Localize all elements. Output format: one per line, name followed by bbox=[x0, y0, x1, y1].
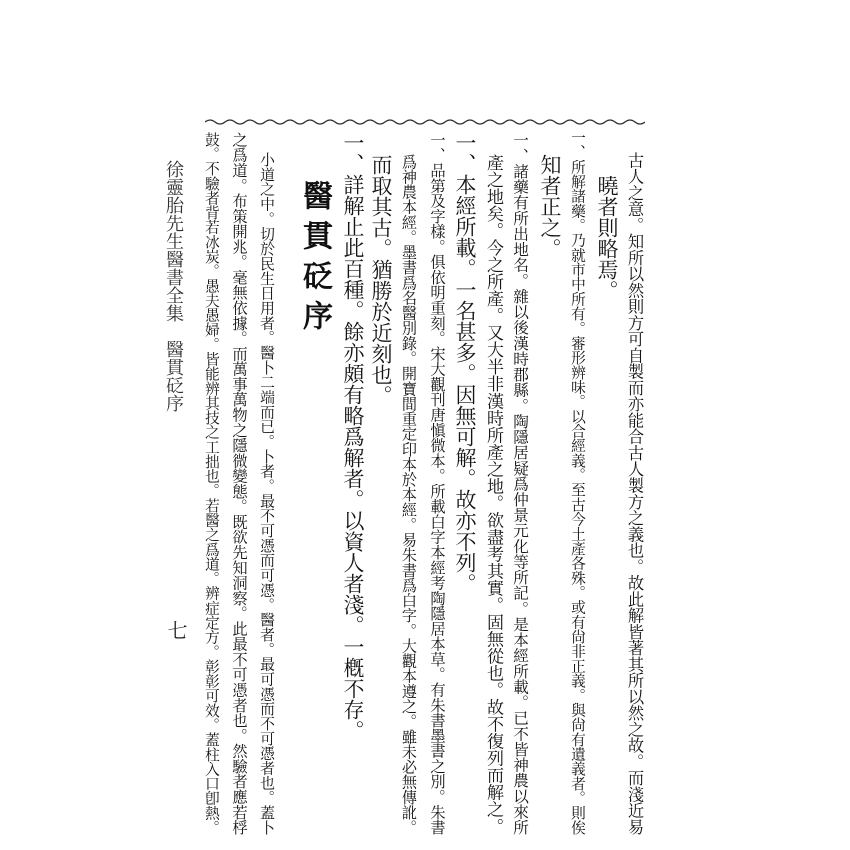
page-number: 七 bbox=[164, 620, 188, 640]
text-column: 一、詳解止此百種。餘亦頗有略爲解者。以資人者淺。一槪不存。 bbox=[341, 132, 365, 741]
text-column: 之爲道。布策開兆。毫無依據。而萬事萬物之隱微變態。既欲先知洞察。此最不可憑者也。然驗者應若桴 bbox=[230, 132, 248, 835]
wavy-top-rule bbox=[205, 118, 645, 126]
text-column: 一、所解諸藥。乃就市中所有。審形辨味。以合經義。至古今土產各殊。或有尙非正義。與尙有遺義者。則俟 bbox=[569, 130, 586, 835]
text-column: 產之地矣。今之所產。又大半非漢時所產之地。欲盡考其實。固無從也。故不復列而解之。 bbox=[483, 154, 503, 835]
text-column: 鼓。不驗者背若冰炭。愚夫愚婦。皆能辨其技之工拙也。若醫之爲道。辨症定方。彰彰可效。蓋柱入口卽熱。 bbox=[203, 132, 220, 835]
text-column: 曉者則略焉。 bbox=[595, 175, 619, 301]
text-column: 爲神農本經。墨書爲名醫別錄。開寶間重定印本於本經。易朱書爲白字。大觀本遵之。雖未必無傳訛。 bbox=[400, 154, 418, 835]
section-title: 醫貫砭序 bbox=[297, 180, 332, 340]
text-column: 一、品第及字樣。俱依明重刻。宋大觀刊唐愼微本。所載白字本經考陶隱居本草。有朱書墨書之別。朱書 bbox=[428, 132, 446, 835]
text-column: 而取其古。猶勝於近刻也。 bbox=[369, 154, 393, 406]
text-column: 小道之中。切於民生日用者。醫卜二端而已。卜者。最不可憑而可憑。醫者。最可憑而不可憑者也。蓋卜 bbox=[258, 152, 275, 835]
text-column: 一、本經所載。一名甚多。因無可解。故亦不列。 bbox=[453, 132, 477, 594]
text-column: 一、諸藥有所出地名。雜以後漢時郡縣。陶隱居疑爲仲景元化等所記。是本經所載。已不皆神農以來所 bbox=[511, 132, 529, 835]
side-running-heading: 徐靈胎先生醫書全集 醫貫砭序 bbox=[163, 160, 184, 412]
text-column: 古人之意。知所以然則方可自製而亦能合古人製方之義也。故此解皆著其所以然之故。而淺近易 bbox=[625, 152, 644, 835]
text-column: 知者正之。 bbox=[538, 154, 562, 259]
